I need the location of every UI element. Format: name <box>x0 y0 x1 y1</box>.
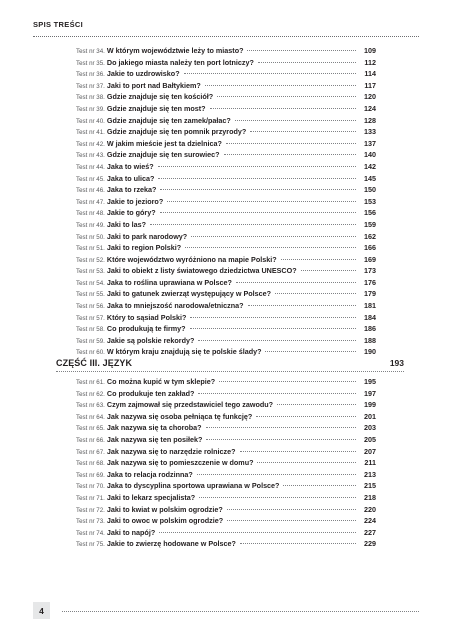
toc-entry <box>76 277 376 289</box>
toc-entry-number: Test nr 72. <box>76 506 105 514</box>
toc-entry-title: Jaki to port nad Bałtykiem? <box>106 80 201 90</box>
toc-entry-number: Test nr 52. <box>76 256 105 264</box>
toc-entry-number: Test nr 48. <box>76 210 105 218</box>
toc-entry-number: Test nr 49. <box>76 221 105 229</box>
toc-entry-title: Jak nazywa się ta choroba? <box>106 423 202 433</box>
toc-entry-number: Test nr 42. <box>76 140 105 148</box>
dot-leader <box>227 509 356 510</box>
toc-entry-page: 124 <box>364 103 376 113</box>
dot-leader <box>158 178 356 179</box>
dot-leader <box>226 143 356 144</box>
toc-entry-number: Test nr 58. <box>76 326 105 334</box>
toc-entry-number: Test nr 46. <box>76 187 105 195</box>
toc-entry-title: Jaki to obiekt z listy światowego dziedzictwa UNESCO? <box>106 266 297 276</box>
toc-entry <box>76 300 376 312</box>
toc-entry <box>76 399 376 411</box>
toc-entry <box>76 527 376 539</box>
toc-entry-number: Test nr 63. <box>76 402 105 410</box>
section-title: CZĘŚĆ III. JĘZYK <box>56 358 133 368</box>
toc-entry-title: Jaka to rzeka? <box>106 185 157 195</box>
toc-entry <box>76 138 376 150</box>
dot-leader <box>159 532 356 533</box>
toc-entry <box>76 422 376 434</box>
toc-entry-title: Gdzie znajduje się ten surowiec? <box>106 150 220 160</box>
toc-entry-number: Test nr 59. <box>76 337 105 345</box>
toc-entry-title: Jaki to las? <box>106 219 147 229</box>
toc-list-part-3 <box>76 376 376 550</box>
toc-entry <box>76 312 376 324</box>
toc-entry-title: Jakie to uzdrowisko? <box>106 69 180 79</box>
toc-entry-number: Test nr 60. <box>76 349 105 357</box>
toc-entry-title: Jaki to region Polski? <box>106 243 182 253</box>
toc-entry <box>76 254 376 266</box>
dot-leader <box>248 305 357 306</box>
toc-entry-number: Test nr 43. <box>76 152 105 160</box>
toc-entry-page: 162 <box>364 231 376 241</box>
dot-leader <box>265 351 356 352</box>
toc-entry-title: Jakie są polskie rekordy? <box>106 335 195 345</box>
toc-entry <box>76 103 376 115</box>
dot-leader <box>206 427 356 428</box>
dot-leader <box>198 393 356 394</box>
toc-entry-page: 224 <box>364 516 376 526</box>
toc-entry-page: 128 <box>364 115 376 125</box>
section-divider <box>56 371 404 372</box>
toc-entry-page: 197 <box>364 388 376 398</box>
toc-entry-title: Który to sąsiad Polski? <box>106 312 187 322</box>
toc-entry-number: Test nr 37. <box>76 82 105 90</box>
toc-entry-title: Co można kupić w tym sklepie? <box>106 377 216 386</box>
dot-leader <box>160 212 356 213</box>
toc-entry-title: Jakie to zwierzę hodowane w Polsce? <box>106 539 236 549</box>
toc-entry-number: Test nr 65. <box>76 425 105 433</box>
toc-entry-page: 184 <box>364 312 376 322</box>
toc-entry-title: Jaki to park narodowy? <box>106 231 188 241</box>
dot-leader <box>256 416 356 417</box>
dot-leader <box>283 485 356 486</box>
toc-entry-number: Test nr 34. <box>76 48 105 55</box>
toc-entry-title: Jaka to wieś? <box>106 161 154 171</box>
toc-entry <box>76 515 376 527</box>
toc-entry-title: Które województwo wyróżniono na mapie Polski? <box>106 254 277 264</box>
toc-entry-title: W jakim mieście jest ta dzielnica? <box>106 138 222 148</box>
toc-entry-page: 190 <box>364 347 376 357</box>
toc-entry-page: 203 <box>364 423 376 433</box>
toc-entry-title: Jak nazywa się to narzędzie rolnicze? <box>106 446 236 456</box>
toc-entry <box>76 161 376 173</box>
toc-entry <box>76 388 376 400</box>
toc-entry-title: Gdzie znajduje się ten most? <box>106 103 206 113</box>
toc-entry <box>76 492 376 504</box>
toc-entry <box>76 231 376 243</box>
toc-entry <box>76 219 376 231</box>
toc-entry-number: Test nr 53. <box>76 268 105 276</box>
toc-entry-number: Test nr 55. <box>76 291 105 299</box>
toc-entry-title: W którym kraju znajdują się te polskie ślady? <box>106 347 262 357</box>
toc-entry <box>76 196 376 208</box>
toc-entry-page: 173 <box>364 266 376 276</box>
toc-entry-page: 205 <box>364 434 376 444</box>
toc-entry <box>76 411 376 423</box>
dot-leader <box>197 474 356 475</box>
toc-entry <box>76 242 376 254</box>
dot-leader <box>206 439 356 440</box>
toc-entry <box>76 115 376 127</box>
dot-leader <box>185 247 356 248</box>
toc-entry-number: Test nr 64. <box>76 413 105 421</box>
toc-entry <box>76 504 376 516</box>
toc-entry-title: Czym zajmował się przedstawiciel tego zawodu? <box>106 400 274 410</box>
toc-entry-page: 117 <box>364 80 376 90</box>
toc-entry-page: 153 <box>364 196 376 206</box>
toc-entry-title: Jak nazywa się ten posiłek? <box>106 434 203 444</box>
toc-entry-page: 229 <box>364 539 376 549</box>
toc-entry-page: 188 <box>364 335 376 345</box>
toc-entry-number: Test nr 73. <box>76 518 105 526</box>
toc-entry-title: Jaki to kwiat w polskim ogrodzie? <box>106 504 223 514</box>
toc-entry <box>76 57 376 69</box>
toc-entry <box>76 480 376 492</box>
toc-entry <box>76 457 376 469</box>
dot-leader <box>219 381 356 382</box>
toc-entry-title: Gdzie znajduje się ten zamek/pałac? <box>106 115 231 125</box>
toc-entry-number: Test nr 69. <box>76 471 105 479</box>
dot-leader <box>224 154 356 155</box>
toc-entry-number: Test nr 68. <box>76 460 105 468</box>
toc-entry-number: Test nr 75. <box>76 541 105 549</box>
toc-entry-page: 215 <box>364 481 376 491</box>
dot-leader <box>217 96 356 97</box>
toc-entry-title: Jaka to relacja rodzinna? <box>106 469 193 479</box>
toc-entry <box>76 376 376 388</box>
toc-entry-page: 181 <box>364 301 376 311</box>
toc-entry-page: 195 <box>364 377 376 386</box>
dot-leader <box>281 259 356 260</box>
dot-leader <box>250 131 356 132</box>
toc-entry-number: Test nr 74. <box>76 529 105 537</box>
toc-entry-page: 137 <box>364 138 376 148</box>
toc-entry-title: Co produkuje ten zakład? <box>106 388 195 398</box>
toc-entry-number: Test nr 47. <box>76 198 105 206</box>
toc-entry-title: Jaka to ulica? <box>106 173 155 183</box>
toc-entry-number: Test nr 45. <box>76 175 105 183</box>
toc-entry-page: 207 <box>364 446 376 456</box>
toc-entry <box>76 80 376 92</box>
dot-leader <box>199 497 356 498</box>
toc-entry-page: 156 <box>364 208 376 218</box>
dot-leader <box>235 120 356 121</box>
toc-entry <box>76 288 376 300</box>
toc-entry <box>76 446 376 458</box>
toc-entry-page: 186 <box>364 324 376 334</box>
toc-entry-title: Jaki to owoc w polskim ogrodzie? <box>106 516 224 526</box>
dot-leader <box>190 328 356 329</box>
dot-leader <box>190 317 356 318</box>
toc-entry-page: 169 <box>364 254 376 264</box>
toc-entry-number: Test nr 70. <box>76 483 105 491</box>
toc-entry-number: Test nr 35. <box>76 59 105 67</box>
toc-entry-title: Jakie to góry? <box>106 208 156 218</box>
toc-entry-page: 227 <box>364 527 376 537</box>
dot-leader <box>150 224 356 225</box>
dot-leader <box>247 50 356 51</box>
header-divider <box>33 36 419 37</box>
toc-entry-number: Test nr 61. <box>76 379 105 386</box>
toc-entry <box>76 323 376 335</box>
toc-entry-title: Jaki to gatunek zwierząt występujący w Polsce? <box>106 289 272 299</box>
toc-entry-number: Test nr 44. <box>76 163 105 171</box>
toc-entry <box>76 91 376 103</box>
toc-entry-page: 199 <box>364 400 376 410</box>
toc-entry-number: Test nr 71. <box>76 494 105 502</box>
toc-entry-number: Test nr 39. <box>76 105 105 113</box>
toc-entry <box>76 207 376 219</box>
toc-entry <box>76 265 376 277</box>
dot-leader <box>167 201 356 202</box>
toc-entry <box>76 469 376 481</box>
toc-entry-page: 218 <box>364 492 376 502</box>
toc-entry <box>76 346 376 358</box>
toc-entry-number: Test nr 38. <box>76 94 105 102</box>
toc-entry-page: 213 <box>364 469 376 479</box>
dot-leader <box>184 73 356 74</box>
toc-entry-number: Test nr 51. <box>76 245 105 253</box>
dot-leader <box>257 462 356 463</box>
toc-entry <box>76 45 376 57</box>
toc-entry-title: Do jakiego miasta należy ten port lotniczy? <box>106 57 254 67</box>
toc-entry-title: Jaka to roślina uprawiana w Polsce? <box>106 277 232 287</box>
toc-entry-title: Jakie to jezioro? <box>106 196 164 206</box>
toc-entry-number: Test nr 54. <box>76 279 105 287</box>
toc-entry <box>76 149 376 161</box>
toc-entry <box>76 335 376 347</box>
dot-leader <box>275 293 356 294</box>
toc-entry-title: Jak nazywa się osoba pełniąca tę funkcję? <box>106 411 253 421</box>
dot-leader <box>160 189 356 190</box>
toc-entry <box>76 538 376 550</box>
toc-entry-title: Jaki to lekarz specjalista? <box>106 492 196 502</box>
toc-entry-page: 179 <box>364 289 376 299</box>
toc-entry-number: Test nr 40. <box>76 117 105 125</box>
toc-entry <box>76 173 376 185</box>
toc-entry-title: W którym województwie leży to miasto? <box>106 46 244 55</box>
dot-leader <box>205 85 356 86</box>
toc-entry-page: 145 <box>364 173 376 183</box>
footer-divider <box>62 611 419 612</box>
toc-entry-page: 220 <box>364 504 376 514</box>
toc-entry <box>76 126 376 138</box>
toc-entry-page: 112 <box>364 57 376 67</box>
page-header-title: SPIS TREŚCI <box>33 20 83 29</box>
toc-entry-title: Jak nazywa się to pomieszczenie w domu? <box>106 458 254 468</box>
dot-leader <box>158 166 356 167</box>
dot-leader <box>210 108 356 109</box>
toc-entry-page: 211 <box>364 458 376 468</box>
toc-list-part-2 <box>76 45 376 358</box>
toc-entry-page: 142 <box>364 161 376 171</box>
section-heading <box>56 358 404 368</box>
toc-entry-page: 109 <box>364 46 376 55</box>
toc-entry-page: 120 <box>364 92 376 102</box>
toc-entry-number: Test nr 67. <box>76 448 105 456</box>
toc-entry-title: Jaki to napój? <box>106 527 156 537</box>
toc-entry-page: 114 <box>364 69 376 79</box>
toc-entry-page: 150 <box>364 185 376 195</box>
toc-entry-page: 166 <box>364 243 376 253</box>
toc-entry-number: Test nr 41. <box>76 129 105 137</box>
dot-leader <box>301 270 356 271</box>
toc-entry-title: Jaka to dyscyplina sportowa uprawiana w Polsce? <box>106 481 280 491</box>
toc-entry-page: 201 <box>364 411 376 421</box>
dot-leader <box>191 236 356 237</box>
toc-entry-page: 133 <box>364 127 376 137</box>
dot-leader <box>240 543 356 544</box>
dot-leader <box>227 520 356 521</box>
toc-entry-page: 159 <box>364 219 376 229</box>
dot-leader <box>240 451 356 452</box>
dot-leader <box>277 404 356 405</box>
toc-entry-number: Test nr 62. <box>76 390 105 398</box>
dot-leader <box>258 62 356 63</box>
footer-page-number: 4 <box>33 602 50 619</box>
toc-entry-number: Test nr 36. <box>76 71 105 79</box>
toc-entry-page: 140 <box>364 150 376 160</box>
toc-entry-title: Co produkują te firmy? <box>106 324 186 334</box>
toc-entry <box>76 68 376 80</box>
toc-entry <box>76 434 376 446</box>
toc-entry-title: Gdzie znajduje się ten pomnik przyrody? <box>106 127 247 137</box>
toc-entry-title: Jaka to mniejszość narodowa/etniczna? <box>106 301 244 311</box>
toc-entry-page: 176 <box>364 277 376 287</box>
dot-leader <box>236 282 356 283</box>
section-page-number: 193 <box>389 358 404 368</box>
toc-entry-number: Test nr 57. <box>76 314 105 322</box>
toc-entry <box>76 184 376 196</box>
toc-entry-title: Gdzie znajduje się ten kościół? <box>106 92 214 102</box>
dot-leader <box>198 340 356 341</box>
toc-entry-number: Test nr 56. <box>76 303 105 311</box>
toc-entry-number: Test nr 50. <box>76 233 105 241</box>
toc-entry-number: Test nr 66. <box>76 436 105 444</box>
